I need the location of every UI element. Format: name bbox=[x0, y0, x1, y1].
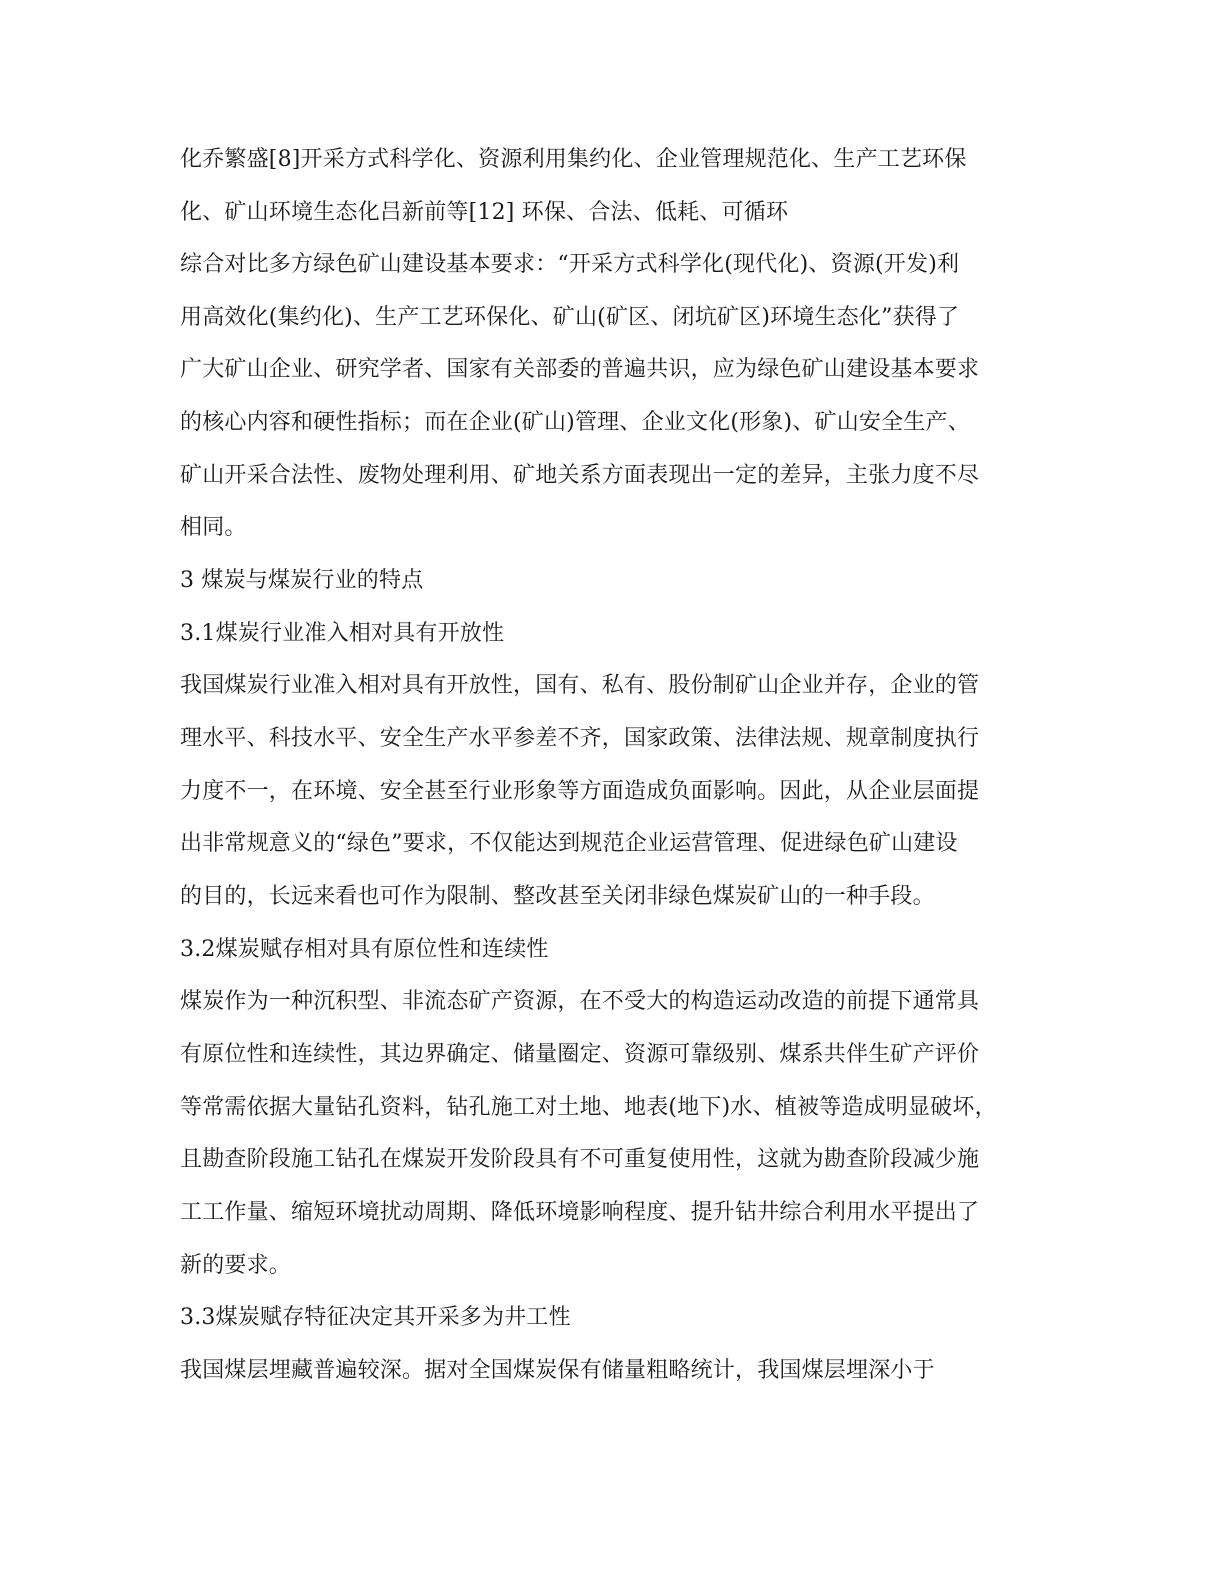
text-line: 用高效化(集约化)、生产工艺环保化、矿山(矿区、闭坑矿区)环境生态化”获得了 bbox=[180, 305, 960, 330]
text-line: 化、矿山环境生态化吕新前等[12] 环保、合法、低耗、可循环 bbox=[180, 200, 789, 225]
text-line: 化乔繁盛[8]开采方式科学化、资源利用集约化、企业管理规范化、生产工艺环保 bbox=[180, 147, 967, 172]
text-line: 广大矿山企业、研究学者、国家有关部委的普遍共识，应为绿色矿山建设基本要求 bbox=[180, 357, 980, 382]
text-line: 出非常规意义的“绿色”要求，不仅能达到规范企业运营管理、促进绿色矿山建设 bbox=[180, 831, 958, 856]
text-line: 相同。 bbox=[180, 515, 247, 540]
text-line: 的核心内容和硬性指标；而在企业(矿山)管理、企业文化(形象)、矿山安全生产、 bbox=[180, 410, 970, 435]
text-line: 且勘查阶段施工钻孔在煤炭开发阶段具有不可重复使用性，这就为勘查阶段减少施 bbox=[180, 1147, 980, 1172]
subsection-heading: 3.3煤炭赋存特征决定其开采多为井工性 bbox=[180, 1305, 571, 1330]
subsection-heading: 3.2煤炭赋存相对具有原位性和连续性 bbox=[180, 937, 549, 962]
text-line: 新的要求。 bbox=[180, 1253, 292, 1278]
text-line: 工工作量、缩短环境扰动周期、降低环境影响程度、提升钻井综合利用水平提出了 bbox=[180, 1200, 980, 1225]
text-line: 有原位性和连续性，其边界确定、储量圈定、资源可靠级别、煤系共伴生矿产评价 bbox=[180, 1042, 980, 1067]
text-line: 矿山开采合法性、废物处理利用、矿地关系方面表现出一定的差异，主张力度不尽 bbox=[180, 463, 980, 488]
text-line: 综合对比多方绿色矿山建设基本要求：“开采方式科学化(现代化)、资源(开发)利 bbox=[180, 252, 960, 277]
text-line: 理水平、科技水平、安全生产水平参差不齐，国家政策、法律法规、规章制度执行 bbox=[180, 726, 980, 751]
text-line: 煤炭作为一种沉积型、非流态矿产资源，在不受大的构造运动改造的前提下通常具 bbox=[180, 989, 980, 1014]
text-line: 等常需依据大量钻孔资料，钻孔施工对土地、地表(地下)水、植被等造成明显破坏， bbox=[180, 1095, 997, 1120]
text-line: 我国煤层埋藏普遍较深。据对全国煤炭保有储量粗略统计，我国煤层埋深小于 bbox=[180, 1358, 935, 1383]
section-heading: 3 煤炭与煤炭行业的特点 bbox=[180, 568, 424, 593]
text-line: 的目的，长远来看也可作为限制、整改甚至关闭非绿色煤炭矿山的一种手段。 bbox=[180, 884, 935, 909]
text-line: 力度不一，在环境、安全甚至行业形象等方面造成负面影响。因此，从企业层面提 bbox=[180, 779, 980, 804]
text-line: 我国煤炭行业准入相对具有开放性，国有、私有、股份制矿山企业并存，企业的管 bbox=[180, 673, 980, 698]
subsection-heading: 3.1煤炭行业准入相对具有开放性 bbox=[180, 621, 505, 646]
